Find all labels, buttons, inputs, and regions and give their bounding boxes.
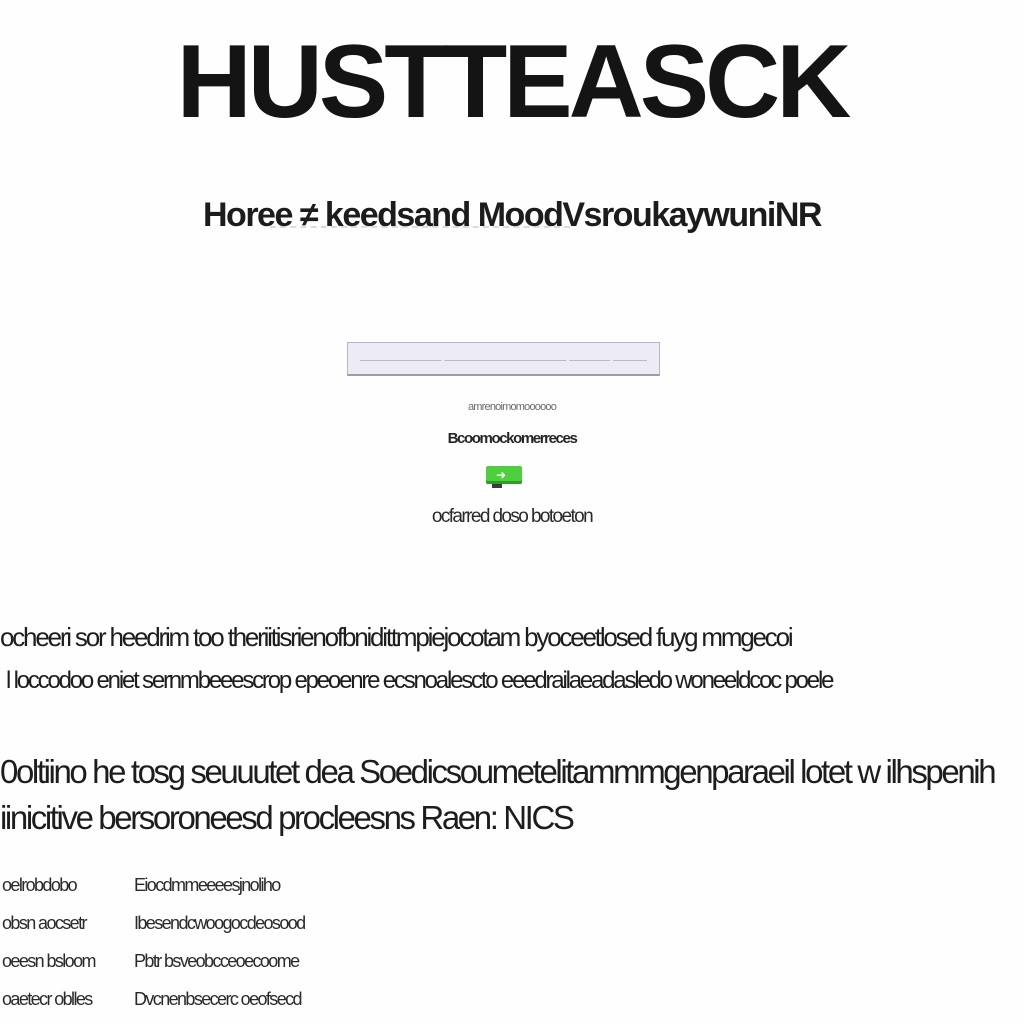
arrow-right-icon: ➜ (496, 468, 507, 482)
info-key: oeesn bsloom (2, 950, 95, 971)
headline-underline-divider (270, 226, 570, 240)
intro-paragraph (0, 620, 1024, 698)
info-value: Pbtr bsveobcceoecoome (134, 950, 299, 971)
notice-paragraph-line: iinicitive bersoroneesd procleesns Raen: NICS (0, 799, 573, 836)
notice-paragraph (0, 752, 1024, 838)
info-key: oelrobdobo (2, 874, 77, 895)
intro-paragraph-line: l loccodoo eniet sernmbeeescrop epeoenre ecsnoalescto eeedrailaeadasledo woneeldcoc poele (6, 667, 833, 694)
info-key: obsn aocsetr (2, 912, 86, 933)
info-value: Eiocdmmeeeesjnoliho (134, 874, 280, 895)
search-input[interactable] (347, 342, 660, 376)
info-row (0, 980, 420, 1018)
notice-paragraph-line: 0oltiino he tosg seuuutet dea Soedicsoumetelitammmgenparaeil lotet w ilhspenih (0, 753, 995, 790)
submit-button[interactable] (486, 466, 522, 488)
info-value: Dvcnenbsecerc oeofsecd (134, 988, 301, 1009)
site-logo[interactable]: HUSTTEASCK (176, 24, 848, 140)
intro-paragraph-line: ocheeri sor heedrim too theriitisrienofbnidittmpiejocotam byoceetlosed fuyg mmgecoi (0, 622, 792, 652)
info-row (0, 866, 420, 904)
page-headline: Horee ≠ keedsand MoodVsroukaywuniNR (203, 196, 821, 234)
search-helper-text: amrenoimomoooooo (467, 401, 557, 413)
info-table (0, 866, 420, 1018)
info-row (0, 942, 420, 980)
info-value: Ibesendcwoogocdeosood (134, 912, 305, 933)
submit-button-shadow (492, 484, 502, 488)
info-key: oaetecr oblles (2, 988, 92, 1009)
form-caption: ocfarred doso botoeton (431, 506, 593, 527)
info-row (0, 904, 420, 942)
form-link[interactable]: Bcoomockomerreces (447, 430, 577, 447)
